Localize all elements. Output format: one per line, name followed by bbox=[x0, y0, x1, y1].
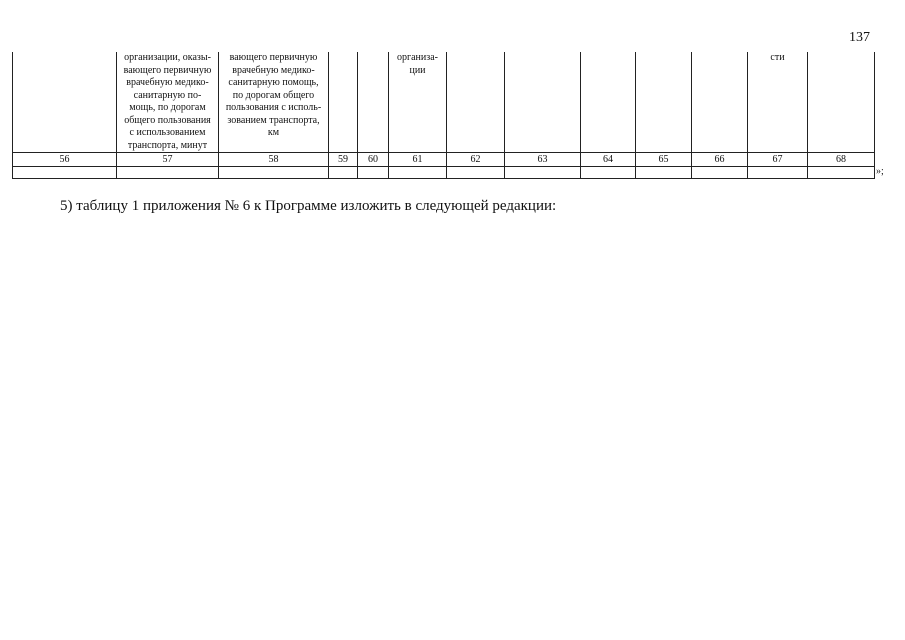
column-number: 62 bbox=[447, 153, 505, 167]
header-cell: организа- ции bbox=[389, 52, 447, 153]
table-cell bbox=[117, 167, 219, 179]
column-number: 60 bbox=[358, 153, 389, 167]
header-cell: вающего первичную врачебную медико- санитарную помощь, по дорогам общего пользования с исполь- зованием транспорта, км bbox=[219, 52, 329, 153]
header-cell bbox=[13, 52, 117, 153]
column-number: 57 bbox=[117, 153, 219, 167]
table-cell bbox=[358, 167, 389, 179]
column-number: 63 bbox=[505, 153, 581, 167]
body-paragraph: 5) таблицу 1 приложения № 6 к Программе изложить в следующей редакции: bbox=[60, 198, 557, 214]
column-number-row bbox=[13, 153, 875, 167]
table-cell bbox=[692, 167, 748, 179]
header-cell: организации, оказы- вающего первичную врачебную медико- санитарную по- мощь, по дорогам общего пользования с использованием транспорта, минут bbox=[117, 52, 219, 153]
table-cell bbox=[636, 167, 692, 179]
header-cell bbox=[358, 52, 389, 153]
header-cell bbox=[581, 52, 636, 153]
table-row bbox=[13, 167, 875, 179]
header-cell bbox=[329, 52, 358, 153]
table-cell bbox=[13, 167, 117, 179]
column-number: 59 bbox=[329, 153, 358, 167]
table-cell bbox=[219, 167, 329, 179]
table-header-row bbox=[13, 52, 875, 153]
table-cell bbox=[447, 167, 505, 179]
column-number: 68 bbox=[808, 153, 875, 167]
column-number: 66 bbox=[692, 153, 748, 167]
header-cell bbox=[447, 52, 505, 153]
header-cell bbox=[636, 52, 692, 153]
table-cell bbox=[329, 167, 358, 179]
table-cell bbox=[808, 167, 875, 179]
closing-quote-mark: »; bbox=[876, 166, 884, 177]
table-cell bbox=[748, 167, 808, 179]
header-cell bbox=[692, 52, 748, 153]
column-number: 61 bbox=[389, 153, 447, 167]
page-number: 137 bbox=[849, 30, 870, 45]
column-number: 67 bbox=[748, 153, 808, 167]
data-table bbox=[12, 52, 875, 179]
header-cell bbox=[505, 52, 581, 153]
column-number: 58 bbox=[219, 153, 329, 167]
header-cell: сти bbox=[748, 52, 808, 153]
column-number: 65 bbox=[636, 153, 692, 167]
header-cell bbox=[808, 52, 875, 153]
table-cell bbox=[581, 167, 636, 179]
column-number: 64 bbox=[581, 153, 636, 167]
table-cell bbox=[389, 167, 447, 179]
table-cell bbox=[505, 167, 581, 179]
column-number: 56 bbox=[13, 153, 117, 167]
